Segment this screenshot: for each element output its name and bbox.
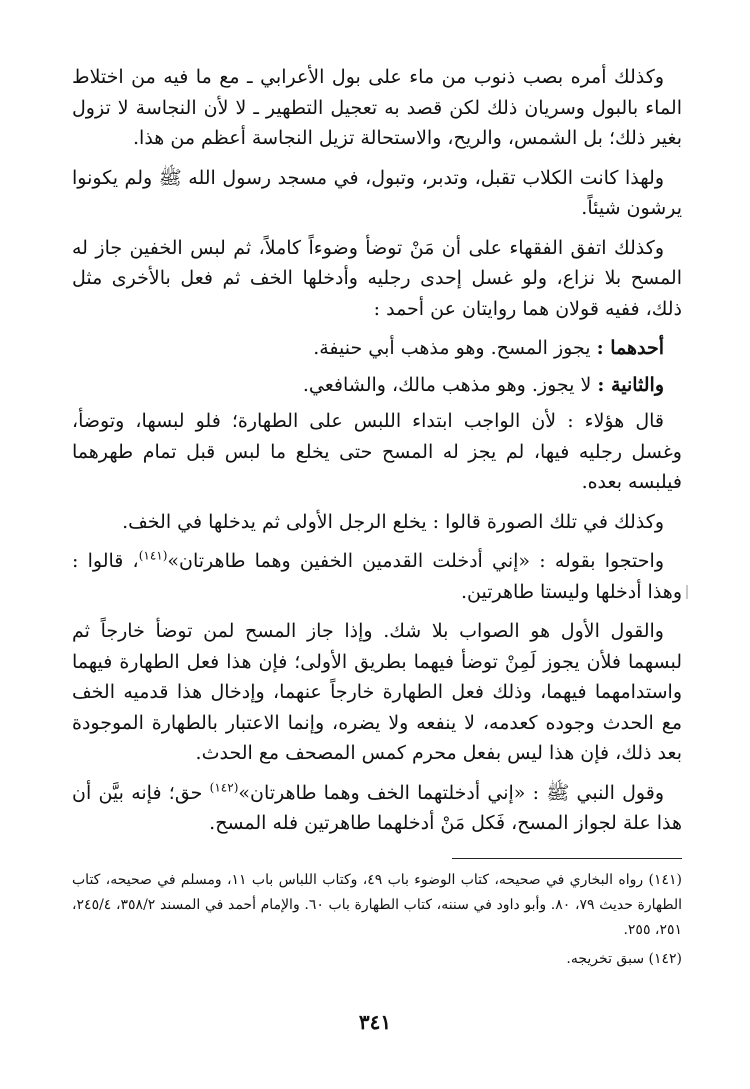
paragraph-4 <box>72 333 682 364</box>
paragraph-8-quote: واحتجوا بقوله : «إني أدخلت القدمين الخفين وهما طاهرتان» <box>167 550 664 572</box>
footnote-142: (١٤٢) سبق تخريجه. <box>566 951 682 967</box>
paragraph-7: وكذلك في تلك الصورة قالوا : يخلع الرجل الأولى ثم يدخلها في الخف. <box>122 510 664 533</box>
main-text <box>72 62 682 848</box>
footnote-ref-142[interactable]: (١٤٢) <box>209 780 239 795</box>
paragraph-2: ولهذا كانت الكلاب تقبل، وتدبر، وتبول، في مسجد رسول الله ﷺ ولم يكونوا يرشون شيئاً. <box>72 166 682 219</box>
footnotes <box>72 868 682 976</box>
first-opinion-label: أحدهما : <box>596 337 664 359</box>
footnote-ref-141[interactable]: (١٤١) <box>138 548 168 563</box>
footnote-141: (١٤١) رواه البخاري في صحيحه، كتاب الوضوء باب ٤٩، وكتاب اللباس باب ١١، ومسلم في صحيحه، كتاب الطهارة حديث ٧٩، ٨٠. وأبو داود في سننه، كتاب الطهارة باب ٦٠. والإمام أحمد في المسند ٣٥٨/٢، ٢٤٥/٤، ٢٥١، ٢٥٥. <box>72 872 682 938</box>
paragraph-1: وكذلك أمره بصب ذنوب من ماء على بول الأعرابي ـ مع ما فيه من اختلاط الماء بالبول وسريان ذلك لكن قصد به تعجيل التطهير ـ لا لأن النجاسة لا تزول بغير ذلك؛ بل الشمس، والريح، والاستحالة تزيل النجاسة أعظم من هذا. <box>72 66 682 149</box>
paragraph-10-rest: حق؛ فإنه بيَّن أن هذا علة لجواز المسح، فَكل مَنْ أدخلهما طاهرتين فله المسح. <box>72 781 682 834</box>
margin-mark <box>686 585 688 599</box>
paragraph-8 <box>72 546 682 607</box>
second-opinion-text: لا يجوز. وهو مذهب مالك، والشافعي. <box>302 373 592 396</box>
paragraph-5 <box>72 370 682 401</box>
paragraph-6: قال هؤلاء : لأن الواجب ابتداء اللبس على الطهارة؛ فلو لبسها، وتوضأ، وغسل رجليه فيها، لم يجز له المسح حتى يخلع ما لبس قبل تمام طهرهما فيلبسه بعده. <box>72 410 682 493</box>
paragraph-3: وكذلك اتفق الفقهاء على أن مَنْ توضأ وضوءاً كاملاً، ثم لبس الخفين جاز له المسح بلا نزاع، ولو غسل إحدى رجليه وأدخلها الخف ثم فعل بالأخرى مثل ذلك، ففيه قولان هما روايتان عن أحمد : <box>72 236 682 320</box>
paragraph-10-quote: وقول النبي ﷺ : «إني أدخلتهما الخف وهما طاهرتان» <box>238 781 664 804</box>
second-opinion-label: والثانية : <box>597 373 664 396</box>
paragraph-8-rest: ، قالوا : وهذا أدخلها وليستا طاهرتين. <box>72 550 682 603</box>
page-number: ٣٤١ <box>358 1010 392 1034</box>
footnote-divider <box>452 858 682 859</box>
first-opinion-text: يجوز المسح. وهو مذهب أبي حنيفة. <box>313 337 591 359</box>
paragraph-9: والقول الأول هو الصواب بلا شك. وإذا جاز المسح لمن توضأ خارجاً ثم لبسهما فلأن يجوز لَمِنْ توضأ فيهما بطريق الأولى؛ فإن هذا فعل الطهارة فيهما واستدامهما فيهما، وذلك فعل الطهارة خارجاً عنهما، وإدخال هذا قدميه الخف مع الحدث وجوده كعدمه، لا ينفعه ولا يضره، وإنما الاعتبار بالطهارة الموجودة بعد ذلك، فإن هذا ليس بفعل محرم كمس المصحف مع الحدث. <box>72 620 682 764</box>
paragraph-10 <box>72 778 682 839</box>
